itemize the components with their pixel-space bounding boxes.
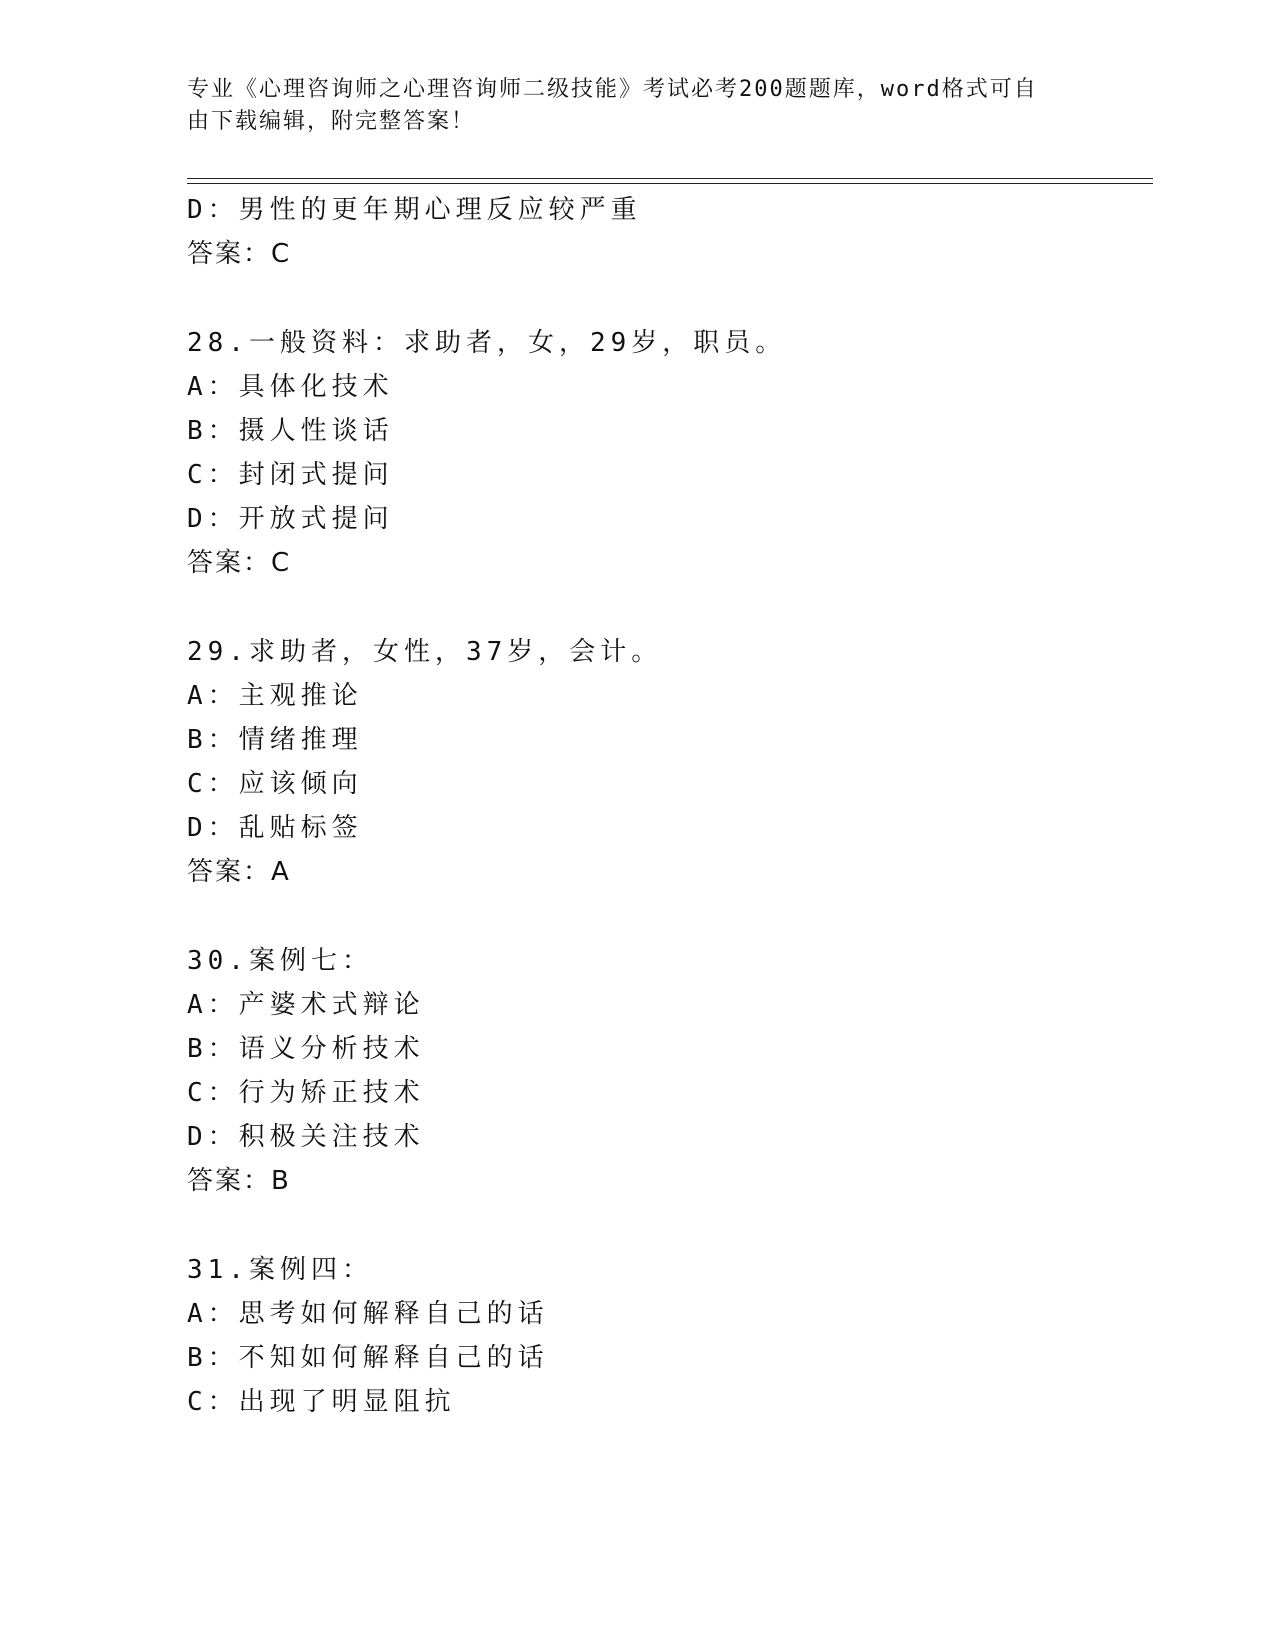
header-line-2: 由下载编辑，附完整答案！ <box>187 109 476 134</box>
prev-answer: 答案：C <box>187 239 292 269</box>
question-28-stem: 28.一般资料：求助者，女，29岁，职员。 <box>187 328 787 358</box>
header-divider-top <box>187 178 1153 179</box>
question-30-stem: 30.案例七： <box>187 946 373 976</box>
question-28-option-b: B：摄人性谈话 <box>187 416 394 446</box>
document-header <box>187 74 1067 138</box>
question-30-option-a: A：产婆术式辩论 <box>187 990 425 1020</box>
prev-option-d: D：男性的更年期心理反应较严重 <box>187 195 642 225</box>
question-30-option-d: D：积极关注技术 <box>187 1122 425 1152</box>
question-29-answer: 答案：A <box>187 857 291 887</box>
question-28-option-d: D：开放式提问 <box>187 504 394 534</box>
question-29-option-b: B：情绪推理 <box>187 725 363 755</box>
question-30-answer: 答案：B <box>187 1166 291 1196</box>
question-29-option-c: C：应该倾向 <box>187 769 363 799</box>
question-29-option-a: A：主观推论 <box>187 681 363 711</box>
question-30-option-b: B：语义分析技术 <box>187 1034 425 1064</box>
header-line-1: 专业《心理咨询师之心理咨询师二级技能》考试必考200题题库，word格式可自 <box>187 77 1038 102</box>
question-31-stem: 31.案例四： <box>187 1255 373 1285</box>
question-28-option-a: A：具体化技术 <box>187 372 394 402</box>
question-29-option-d: D：乱贴标签 <box>187 813 363 843</box>
question-31-option-b: B：不知如何解释自己的话 <box>187 1343 549 1373</box>
question-31-option-a: A：思考如何解释自己的话 <box>187 1299 549 1329</box>
question-29-stem: 29.求助者，女性，37岁，会计。 <box>187 637 663 667</box>
header-divider-bottom <box>187 183 1153 184</box>
question-28-option-c: C：封闭式提问 <box>187 460 394 490</box>
question-31-option-c: C：出现了明显阻抗 <box>187 1387 456 1417</box>
question-28-answer: 答案：C <box>187 548 292 578</box>
question-30-option-c: C：行为矫正技术 <box>187 1078 425 1108</box>
